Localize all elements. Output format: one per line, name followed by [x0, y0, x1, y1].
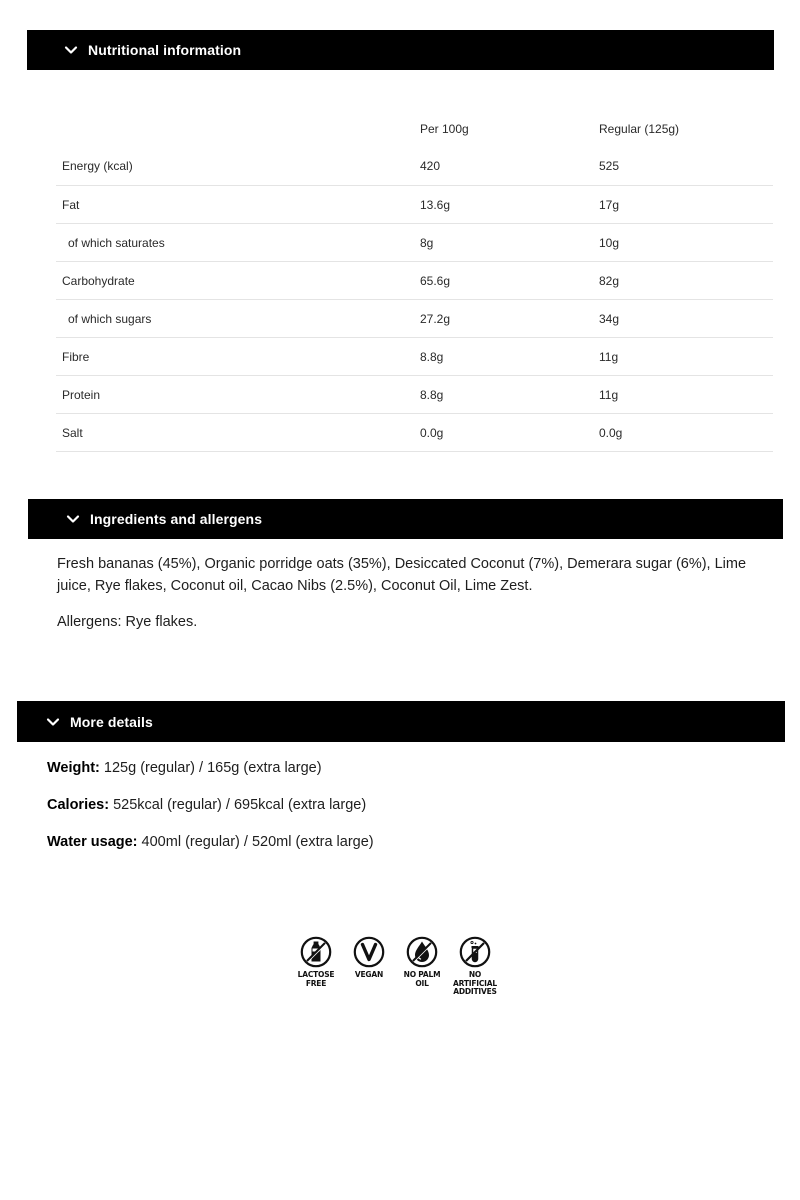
table-row — [56, 338, 773, 376]
dietary-badges — [290, 936, 502, 997]
no-palm-oil-icon — [406, 936, 438, 968]
detail-value: 400ml (regular) / 520ml (extra large) — [137, 834, 374, 850]
value-per-100g: 420 — [420, 158, 441, 173]
value-regular: 10g — [599, 235, 620, 250]
table-header-row — [56, 112, 773, 146]
badge-label-line: OIL — [415, 978, 429, 988]
badge-label — [298, 971, 335, 988]
table-row — [56, 224, 773, 262]
badge-label-line: FREE — [305, 978, 327, 988]
value-regular: 525 — [599, 158, 620, 173]
nutrition-table — [56, 112, 773, 452]
ingredients-and-allergens-toggle[interactable] — [28, 499, 783, 539]
vegan-icon — [353, 936, 385, 968]
chevron-down-icon — [66, 512, 80, 526]
more-details-panel — [47, 757, 374, 868]
badge-label-line: NO PALM — [403, 970, 441, 979]
section-title: Nutritional information — [88, 42, 242, 58]
badge-label-line: LACTOSE — [297, 970, 335, 979]
badge-label-line: NO — [468, 970, 482, 979]
badge-label — [453, 971, 497, 997]
column-header-per-100g: Per 100g — [420, 122, 469, 136]
detail-label: Water usage: — [47, 834, 138, 850]
value-per-100g: 13.6g — [420, 197, 451, 212]
detail-weight — [47, 757, 374, 794]
detail-value: 125g (regular) / 165g (extra large) — [99, 760, 322, 776]
table-row — [56, 262, 773, 300]
table-row — [56, 186, 773, 224]
nutritional-information-toggle[interactable] — [27, 30, 774, 70]
badge-no-artificial-additives — [449, 936, 501, 997]
detail-label: Weight: — [47, 760, 100, 776]
more-details-toggle[interactable] — [17, 701, 785, 742]
nutrient-name: Carbohydrate — [62, 273, 135, 288]
value-per-100g: 8g — [420, 235, 434, 250]
column-header-regular: Regular (125g) — [599, 122, 680, 136]
badge-label — [355, 971, 383, 980]
allergens-text: Allergens: Rye flakes. — [57, 614, 198, 630]
lactose-free-icon — [300, 936, 332, 968]
ingredients-panel — [57, 553, 777, 633]
detail-water-usage — [47, 831, 374, 868]
value-regular: 11g — [599, 349, 619, 364]
value-regular: 11g — [599, 387, 619, 402]
table-row — [56, 414, 773, 452]
table-row — [56, 376, 773, 414]
chevron-down-icon — [46, 715, 60, 729]
value-per-100g: 27.2g — [420, 311, 451, 326]
nutrient-name: Energy (kcal) — [62, 158, 133, 173]
value-regular: 82g — [599, 273, 620, 288]
value-per-100g: 0.0g — [420, 425, 444, 440]
nutrient-name: of which saturates — [68, 235, 165, 250]
nutrient-name: Salt — [62, 425, 83, 440]
chevron-down-icon — [64, 43, 78, 57]
table-row — [56, 300, 773, 338]
table-row — [56, 146, 773, 186]
detail-label: Calories: — [47, 797, 110, 813]
badge-label-line: ADDITIVES — [453, 987, 497, 996]
nutrient-name: Fibre — [62, 349, 90, 364]
value-regular: 0.0g — [599, 425, 623, 440]
nutrient-name: of which sugars — [68, 311, 152, 326]
value-per-100g: 8.8g — [420, 387, 444, 402]
value-regular: 17g — [599, 197, 620, 212]
badge-lactose-free — [290, 936, 342, 997]
value-per-100g: 8.8g — [420, 349, 444, 364]
section-title: More details — [70, 713, 153, 730]
value-regular: 34g — [599, 311, 620, 326]
badge-vegan — [343, 936, 395, 997]
badge-label-line: ARTIFICIAL — [453, 978, 497, 988]
section-title: Ingredients and allergens — [90, 511, 263, 527]
badge-no-palm-oil — [396, 936, 448, 997]
nutrient-name: Fat — [62, 197, 80, 212]
no-artificial-additives-icon — [459, 936, 491, 968]
badge-label-line: VEGAN — [354, 970, 384, 979]
nutrient-name: Protein — [62, 387, 101, 402]
detail-value: 525kcal (regular) / 695kcal (extra large) — [109, 797, 367, 813]
ingredients-text: Fresh bananas (45%), Organic porridge oats (35%), Desiccated Coconut (7%), Demerara sugar (6%), Lime juice, Rye flakes, Coconut oil, Cacao Nibs (2.5%), Coconut Oil, Lime Zest. — [57, 556, 747, 594]
detail-calories — [47, 794, 374, 831]
badge-label — [404, 971, 441, 988]
value-per-100g: 65.6g — [420, 273, 451, 288]
